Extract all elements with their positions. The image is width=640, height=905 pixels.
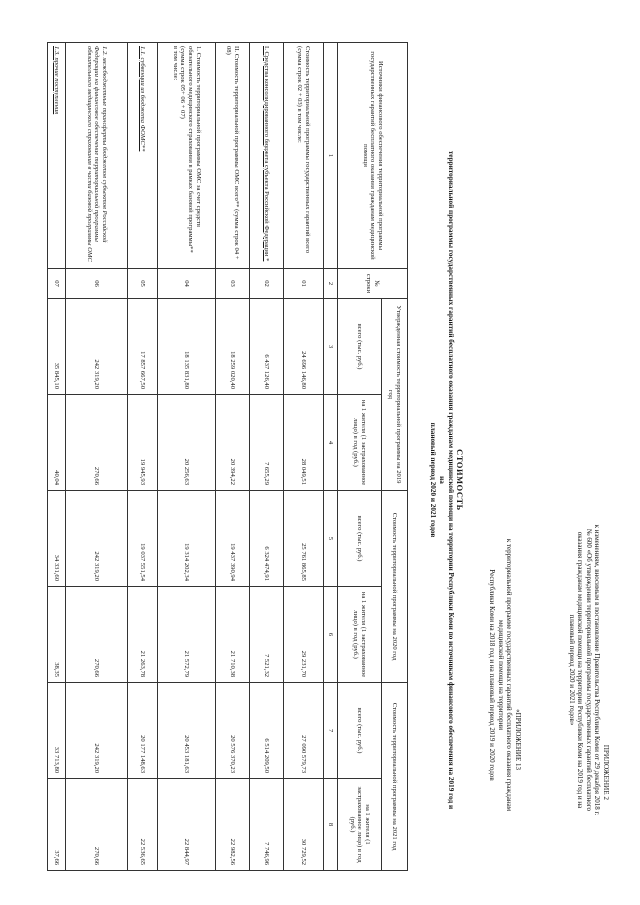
index-cell: 7 bbox=[324, 683, 338, 779]
total-2021: 20 177 148,63 bbox=[128, 683, 158, 779]
row-source: 1.2. межбюджетные трансферты бюджетов субъектов Российской Федерации на финансовое обеспечение территориальной программы обязательного медицинского страхования в части базовой программы ОМС bbox=[66, 43, 128, 269]
per-capita-2021: 270,66 bbox=[66, 779, 128, 871]
heading-line: плановый период 2020 и 2021 годов bbox=[429, 422, 437, 538]
header-2020: Стоимость территориальной программы на 2020 год bbox=[382, 491, 408, 683]
row-code: 07 bbox=[48, 269, 66, 299]
total-2020: 19 037 551,54 bbox=[128, 491, 158, 587]
per-capita-2021: 22 844,97 bbox=[158, 779, 216, 871]
annex13-line: Республики Коми на 2018 год и на плановый период 2019 и 2020 годов bbox=[488, 569, 497, 781]
total-2019: 6 437 126,40 bbox=[250, 299, 284, 395]
subheader-total-2020: всего (тыс. руб.) bbox=[338, 491, 382, 587]
subheader-per-capita-2019: на 1 жителя (1 застрахованное лицо) в год (руб.) bbox=[338, 395, 382, 491]
per-capita-2020: 21 710,38 bbox=[216, 587, 250, 683]
table-row bbox=[158, 43, 216, 871]
row-code: 02 bbox=[250, 269, 284, 299]
index-cell: 4 bbox=[324, 395, 338, 491]
per-capita-2019: 270,66 bbox=[66, 395, 128, 491]
row-source bbox=[158, 43, 216, 269]
total-2021: 27 090 579,73 bbox=[284, 683, 324, 779]
row-source: 1.1. субвенции из бюджета ФОМС** bbox=[128, 43, 158, 269]
index-cell: 6 bbox=[324, 587, 338, 683]
index-cell: 2 bbox=[324, 269, 338, 299]
subheader-total-2019: всего (тыс. руб.) bbox=[338, 299, 382, 395]
row-code: 06 bbox=[66, 269, 128, 299]
row-code: 01 bbox=[284, 269, 324, 299]
total-2019: 18 135 831,80 bbox=[158, 299, 216, 395]
appendix-title: ПРИЛОЖЕНИЕ 2 bbox=[602, 744, 610, 800]
index-cell: 1 bbox=[324, 43, 338, 269]
per-capita-2020: 21 263,78 bbox=[128, 587, 158, 683]
per-capita-2019: 20 256,63 bbox=[158, 395, 216, 491]
appendix-line: к изменениям, вносимым в постановление Правительства Республики Коми от 29 декабря 2018 г. bbox=[593, 524, 602, 816]
total-2021: 20 576 370,23 bbox=[216, 683, 250, 779]
table-row bbox=[66, 43, 128, 871]
per-capita-2020: 21 572,79 bbox=[158, 587, 216, 683]
row-source: I. Средства консолидированного бюджета субъекта Российской Федерации * bbox=[250, 43, 284, 269]
row-code: 05 bbox=[128, 269, 158, 299]
subheader-per-capita-2020: на 1 жителя (1 застрахованное лицо) в год (руб.) bbox=[338, 587, 382, 683]
subheader-per-capita-2021: на 1 жителя (1 застрахованное лицо) в год (руб.) bbox=[338, 779, 382, 871]
annex13-line: медицинской помощи на территории bbox=[496, 619, 505, 731]
per-capita-2021: 22 536,65 bbox=[128, 779, 158, 871]
row-source-tail: в том числе: bbox=[171, 46, 179, 81]
per-capita-2019: 7 655,29 bbox=[250, 395, 284, 491]
total-2019: 18 259 020,40 bbox=[216, 299, 250, 395]
header-2019: Утвержденная стоимость территориальной программы на 2019 год bbox=[382, 299, 408, 491]
index-cell: 3 bbox=[324, 299, 338, 395]
per-capita-2020: 270,66 bbox=[66, 587, 128, 683]
header-code: № строки bbox=[338, 269, 408, 299]
row-code: 03 bbox=[216, 269, 250, 299]
per-capita-2019: 28 049,51 bbox=[284, 395, 324, 491]
total-2020: 25 761 865,85 bbox=[284, 491, 324, 587]
header-2021: Стоимость территориальной программы на 2021 год bbox=[382, 683, 408, 871]
per-capita-2021: 37,66 bbox=[48, 779, 66, 871]
per-capita-2019: 19 945,93 bbox=[128, 395, 158, 491]
total-2019: 17 857 667,50 bbox=[128, 299, 158, 395]
appendix-line: плановый период 2020 и 2021 годов» bbox=[567, 614, 576, 726]
table-row bbox=[250, 43, 284, 871]
appendix-line: № 600 «Об утверждении территориальной программы государственных гарантий бесплатного bbox=[584, 529, 593, 811]
total-2021: 242 319,20 bbox=[66, 683, 128, 779]
per-capita-2020: 38,35 bbox=[48, 587, 66, 683]
per-capita-2021: 22 982,56 bbox=[216, 779, 250, 871]
appendix-line: оказания гражданам медицинской помощи на территории Республики Коми на 2019 год и на bbox=[576, 531, 585, 809]
total-2020: 242 319,20 bbox=[66, 491, 128, 587]
row-source: 1.3. прочие поступления bbox=[48, 43, 66, 269]
total-2020: 19 437 390,94 bbox=[216, 491, 250, 587]
table-row bbox=[128, 43, 158, 871]
total-2019: 242 319,20 bbox=[66, 299, 128, 395]
document-heading bbox=[428, 150, 464, 810]
row-source-text: 1. Стоимость территориальной программы ОМС за счет средств обязательного медицинского страхования в рамках базовой программы** (сумма строк 05+ 06 + 07) bbox=[179, 46, 203, 253]
total-2019: 24 696 146,80 bbox=[284, 299, 324, 395]
appendix-header bbox=[567, 500, 610, 840]
row-code: 04 bbox=[158, 269, 216, 299]
total-2020: 19 314 202,34 bbox=[158, 491, 216, 587]
table-index-row bbox=[324, 43, 338, 871]
annex13-header bbox=[488, 520, 522, 830]
per-capita-2019: 20 394,22 bbox=[216, 395, 250, 491]
header-source: Источники финансового обеспечения территориальной программы государственных гарантий бесплатного оказания гражданам медицинской помощи bbox=[338, 43, 408, 269]
index-cell: 5 bbox=[324, 491, 338, 587]
total-2019: 35 845,10 bbox=[48, 299, 66, 395]
table-row bbox=[284, 43, 324, 871]
table-row bbox=[48, 43, 66, 871]
table-row bbox=[216, 43, 250, 871]
index-cell: 8 bbox=[324, 779, 338, 871]
total-2021: 33 713,80 bbox=[48, 683, 66, 779]
per-capita-2020: 7 521,32 bbox=[250, 587, 284, 683]
heading-title: СТОИМОСТЬ bbox=[455, 449, 464, 511]
per-capita-2021: 7 746,96 bbox=[250, 779, 284, 871]
row-source: Стоимость территориальной программы государственных гарантий всего (сумма строк 02 + 03) в том числе: bbox=[284, 43, 324, 269]
subheader-total-2021: всего (тыс. руб.) bbox=[338, 683, 382, 779]
per-capita-2019: 40,04 bbox=[48, 395, 66, 491]
per-capita-2021: 30 729,52 bbox=[284, 779, 324, 871]
total-2021: 6 514 209,50 bbox=[250, 683, 284, 779]
heading-line: территориальной программы государственных гарантий бесплатного оказания гражданам медицинской помощи на территории Республики Коми по источникам финансового обеспечения на 2019 год и на bbox=[438, 150, 455, 810]
total-2020: 6 324 474,91 bbox=[250, 491, 284, 587]
annex13-line: к территориальной программе государственных гарантий бесплатного оказания гражданам bbox=[505, 538, 514, 812]
program-cost-table bbox=[47, 42, 408, 871]
total-2020: 34 331,60 bbox=[48, 491, 66, 587]
total-2021: 20 453 181,63 bbox=[158, 683, 216, 779]
table-header-row bbox=[382, 43, 408, 871]
annex13-title: «ПРИЛОЖЕНИЕ 13 bbox=[514, 709, 522, 770]
row-source: II. Стоимость территориальной программы ОМС всего** (сумма строк 04 + 08) bbox=[216, 43, 250, 269]
per-capita-2020: 29 231,70 bbox=[284, 587, 324, 683]
